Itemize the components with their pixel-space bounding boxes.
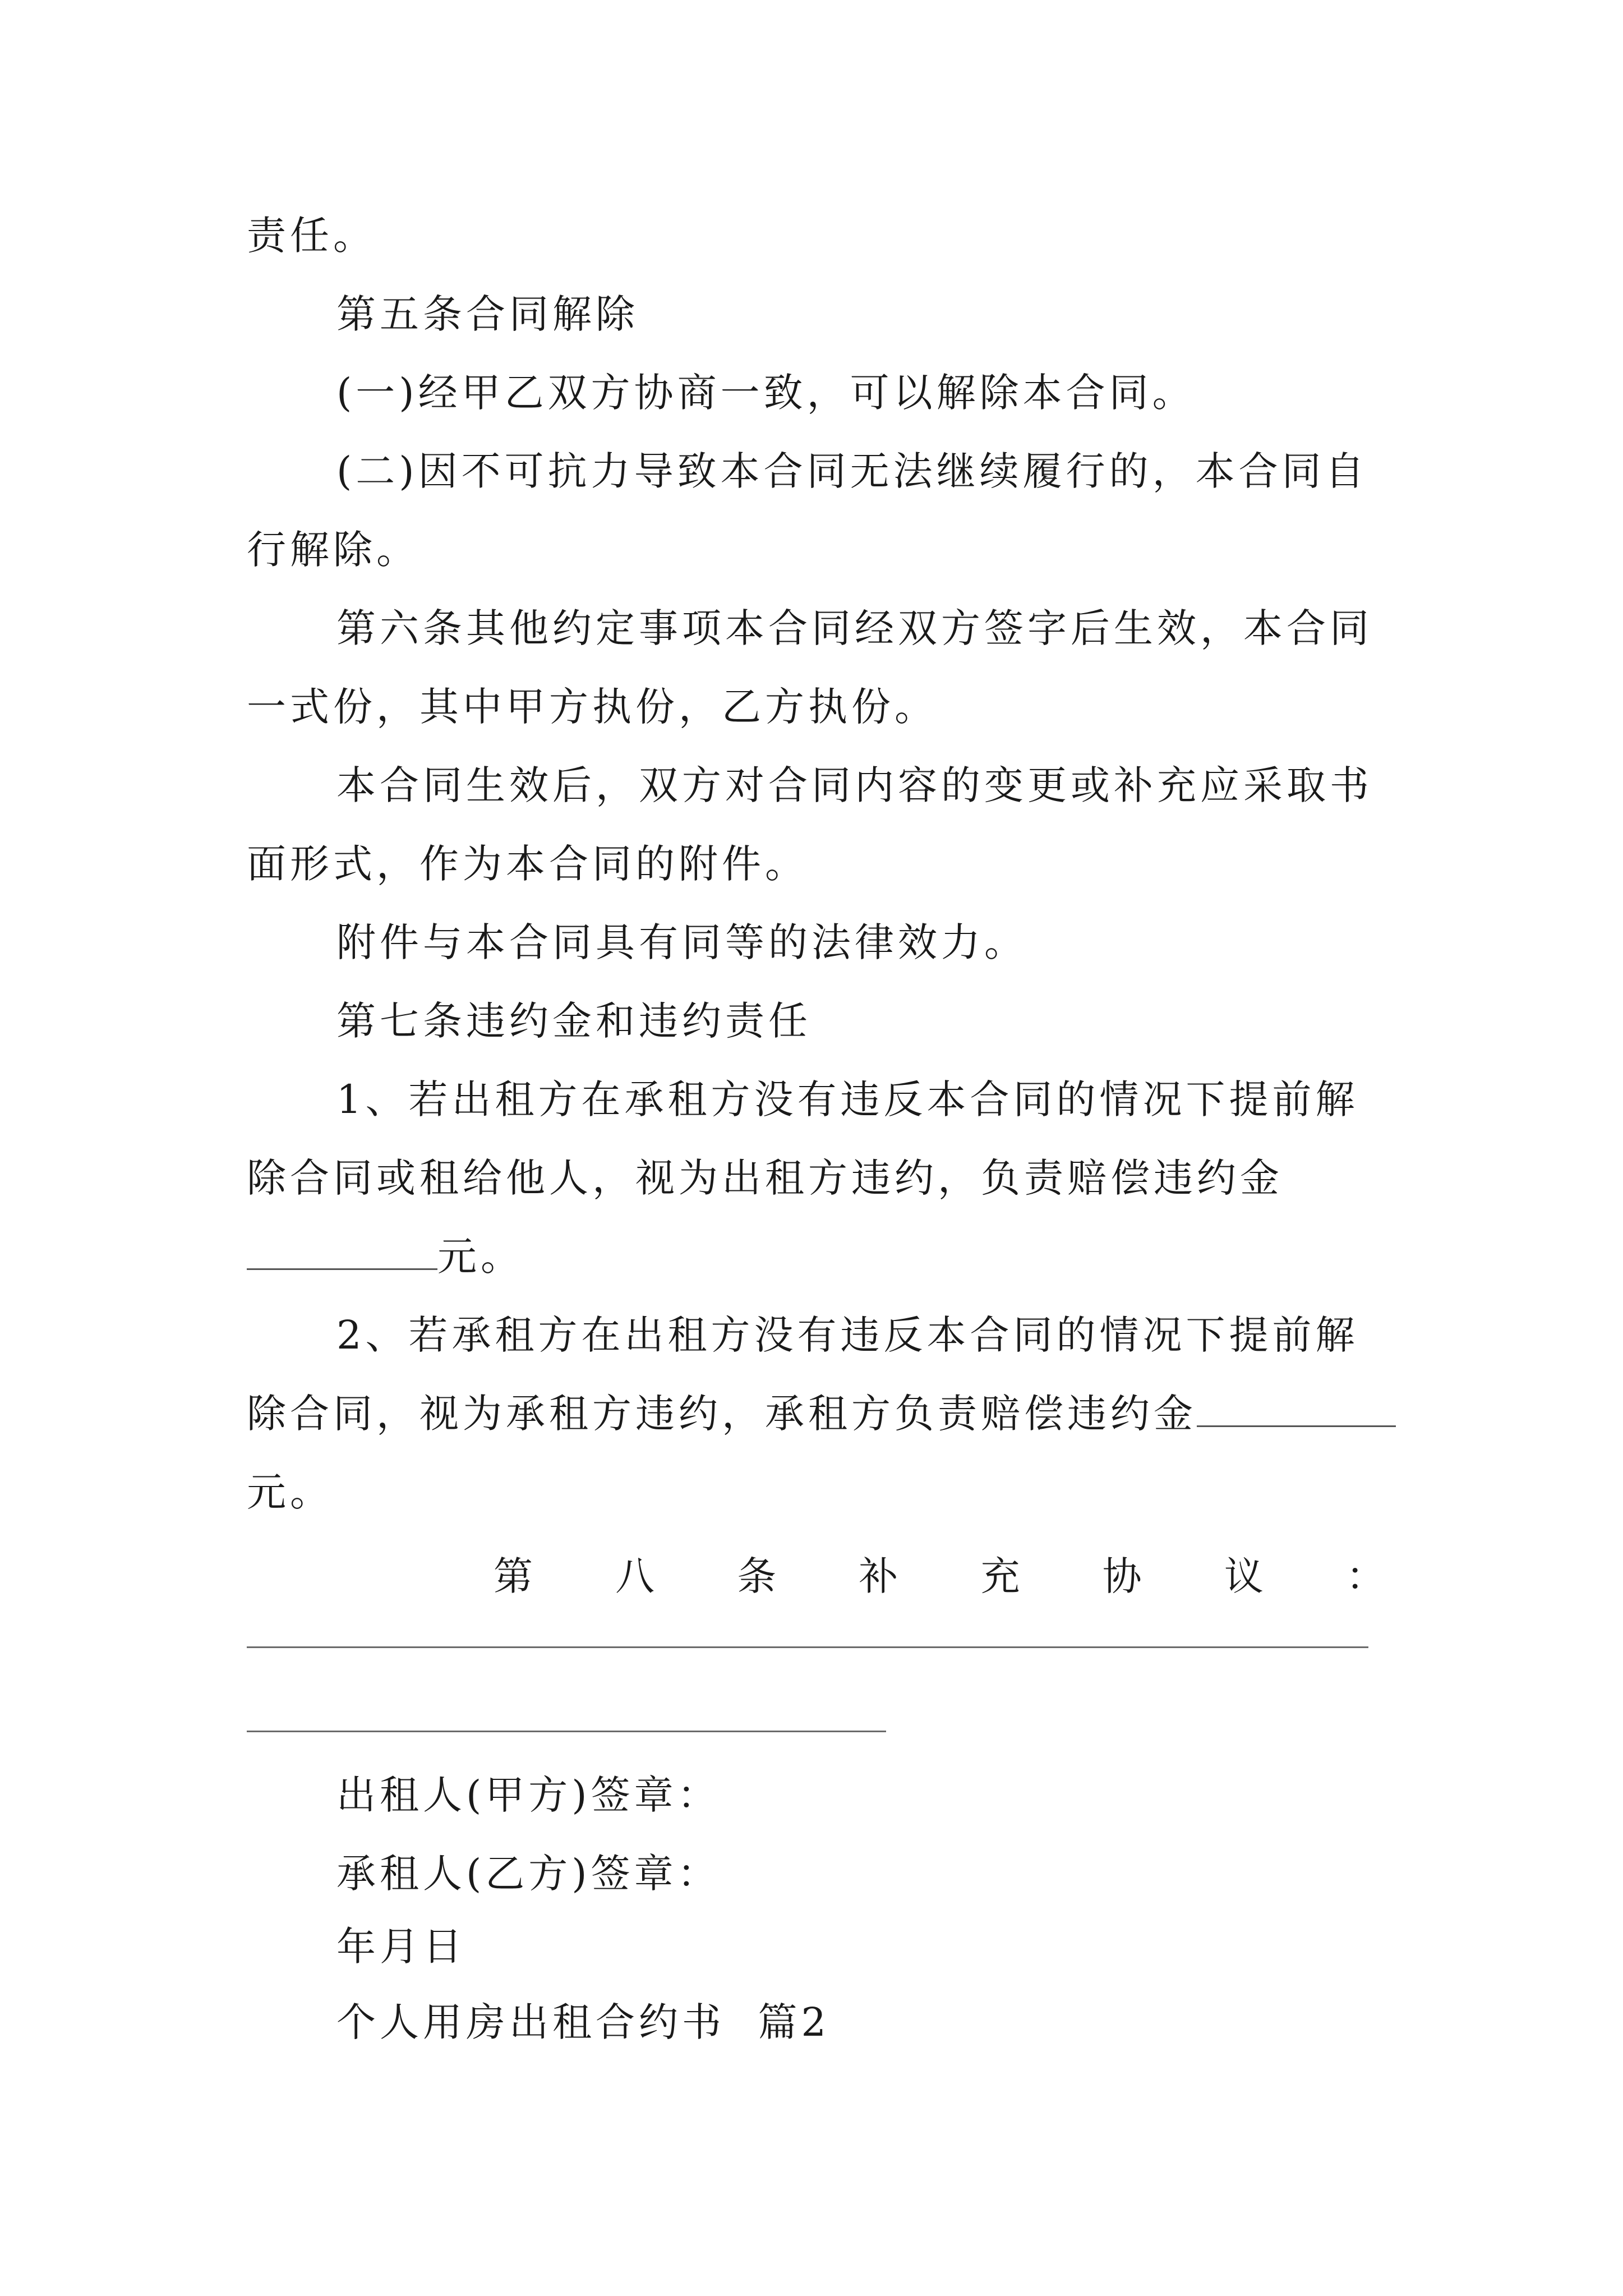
- lessor-signature-label: 出租人(甲方)签章：: [336, 1772, 721, 1818]
- heading-char: 协: [1102, 1553, 1142, 1599]
- heading-char: 补: [859, 1553, 898, 1599]
- text-line: (二)因不可抗力导致本合同无法继续履行的，本合同自: [336, 448, 1368, 494]
- text-line: 面形式，作为本合同的附件。: [247, 841, 808, 887]
- lessee-signature-label: 承租人(乙方)签章：: [336, 1851, 721, 1897]
- section-heading: 第五条合同解除: [336, 291, 639, 337]
- next-section-title: 个人用房出租合约书 篇2: [336, 1999, 831, 2045]
- text-line: 2、若承租方在出租方没有违反本合同的情况下提前解: [336, 1312, 1359, 1358]
- blank-rule-long: [247, 1646, 1368, 1648]
- heading-char: 充: [980, 1553, 1020, 1599]
- fill-in-blank: [1197, 1391, 1396, 1427]
- text-line: 元。: [247, 1469, 333, 1515]
- text-line: 行解除。: [247, 527, 419, 573]
- section-heading: 第七条违约金和违约责任: [336, 998, 811, 1044]
- heading-char: ：: [1345, 1553, 1385, 1599]
- text-line: 第六条其他约定事项本合同经双方签字后生效，本合同: [336, 605, 1373, 651]
- text-line: 责任。: [247, 213, 376, 259]
- text-line-with-blank: [247, 1386, 1396, 1442]
- text-line-with-blank: [247, 1228, 524, 1285]
- date-label: 年月日: [336, 1924, 466, 1970]
- text-fragment: 元。: [437, 1234, 524, 1280]
- text-line: 附件与本合同具有同等的法律效力。: [336, 919, 1027, 965]
- heading-char: 第: [494, 1553, 533, 1599]
- heading-char: 议: [1224, 1553, 1264, 1599]
- blank-rule-short: [247, 1731, 886, 1732]
- article-8-heading: [494, 1548, 1385, 1604]
- text-fragment: 除合同，视为承租方违约，承租方负责赔偿违约金: [247, 1391, 1197, 1437]
- fill-in-blank: [247, 1234, 437, 1270]
- text-line: 一式份，其中甲方执份，乙方执份。: [247, 684, 938, 730]
- text-line: 本合同生效后，双方对合同内容的变更或补充应采取书: [336, 762, 1373, 808]
- text-line: (一)经甲乙双方协商一致，可以解除本合同。: [336, 370, 1196, 416]
- text-line: 除合同或租给他人，视为出租方违约，负责赔偿违约金: [247, 1155, 1283, 1201]
- heading-char: 八: [615, 1553, 655, 1599]
- heading-char: 条: [737, 1553, 777, 1599]
- text-line: 1、若出租方在承租方没有违反本合同的情况下提前解: [336, 1076, 1359, 1122]
